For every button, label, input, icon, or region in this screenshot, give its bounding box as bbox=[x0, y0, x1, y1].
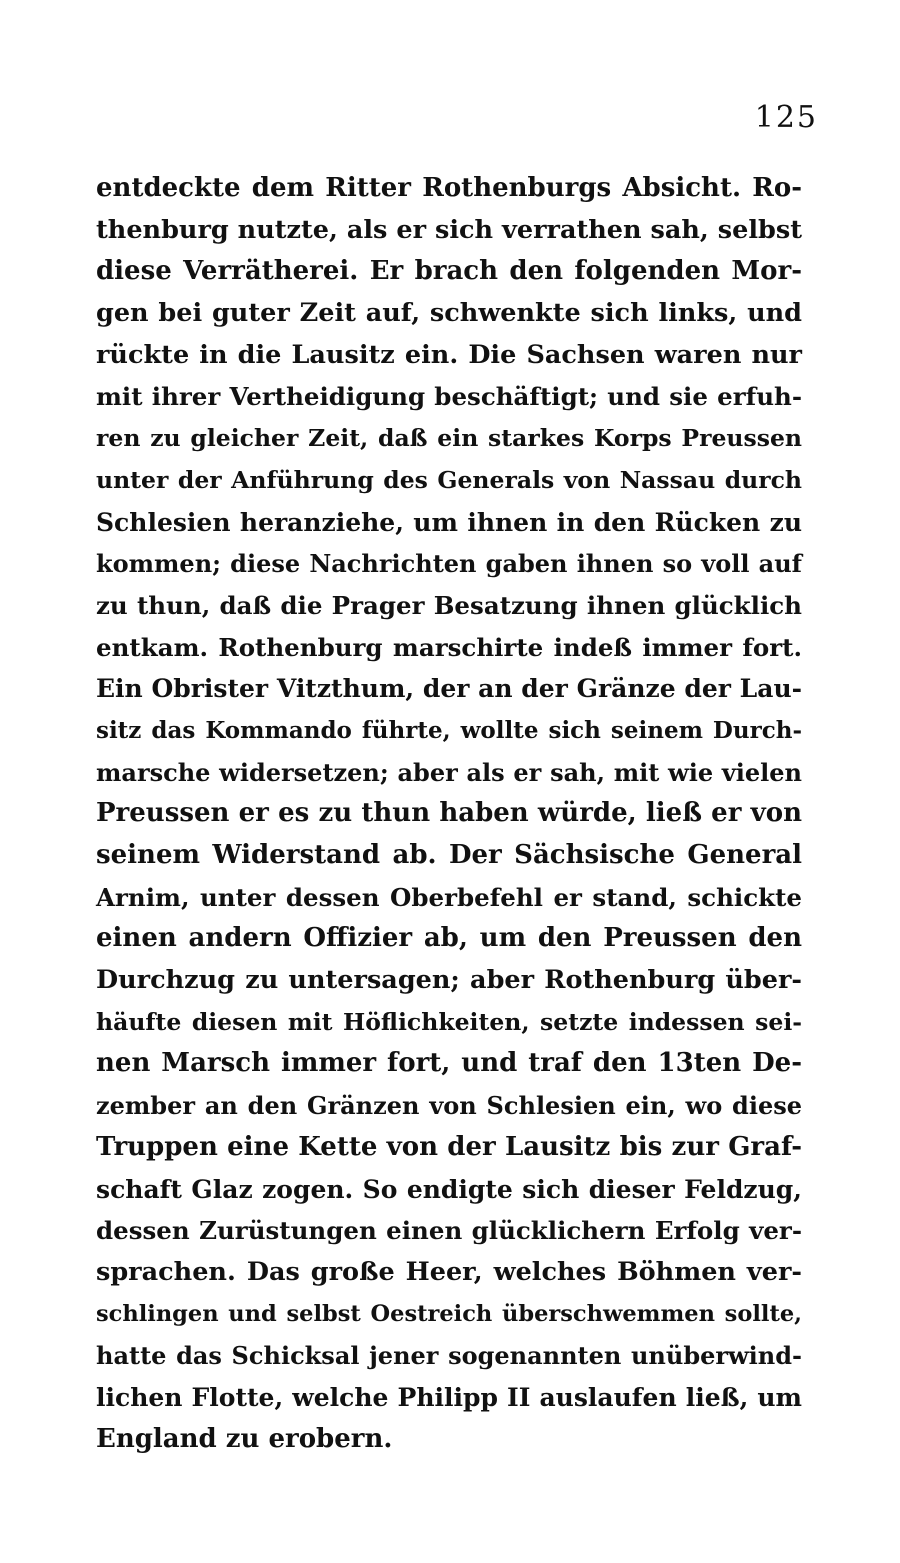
text-line: entkam. Rothenburg marschirte indeß immer fort. bbox=[96, 632, 802, 662]
text-line: Schlesien heranziehe, um ihnen in den Rücken zu bbox=[96, 507, 802, 537]
text-line: England zu erobern. bbox=[96, 1423, 393, 1454]
text-line: gen bei guter Zeit auf, schwenkte sich links, und bbox=[96, 298, 802, 329]
text-line: zu thun, daß die Prager Besatzung ihnen glücklich bbox=[96, 590, 802, 620]
text-line: sitz das Kommando führte, wollte sich seinem Durch- bbox=[96, 716, 802, 744]
text-line: schlingen und selbst Oestreich überschwemmen sollte, bbox=[96, 1300, 802, 1327]
text-line: dessen Zurüstungen einen glücklichern Erfolg ver- bbox=[96, 1216, 802, 1246]
text-line: lichen Flotte, welche Philipp II auslaufen ließ, um bbox=[96, 1382, 802, 1412]
body-text bbox=[96, 168, 802, 1460]
text-line: zember an den Gränzen von Schlesien ein, wo diese bbox=[96, 1091, 802, 1121]
text-line: entdeckte dem Ritter Rothenburgs Absicht. Ro- bbox=[96, 173, 802, 203]
page-number: 125 bbox=[754, 100, 818, 135]
text-line: einen andern Offizier ab, um den Preussen den bbox=[96, 923, 802, 954]
text-line: Preussen er es zu thun haben würde, ließ er von bbox=[96, 798, 802, 829]
text-line: kommen; diese Nachrichten gaben ihnen so voll auf bbox=[96, 549, 802, 579]
text-line: thenburg nutzte, als er sich verrathen sah, selbst bbox=[96, 214, 802, 245]
text-line: Ein Obrister Vitzthum, der an der Gränze der Lau- bbox=[96, 674, 802, 704]
text-line: mit ihrer Vertheidigung beschäftigt; und sie erfuh- bbox=[96, 382, 802, 412]
text-line: sprachen. Das große Heer, welches Böhmen ver- bbox=[96, 1256, 802, 1287]
text-line: Truppen eine Kette von der Lausitz bis zur Graf- bbox=[96, 1131, 802, 1162]
text-line: marsche widersetzen; aber als er sah, mit wie vielen bbox=[96, 757, 802, 787]
text-line: hatte das Schicksal jener sogenannten unüberwind- bbox=[96, 1341, 802, 1371]
text-line: Durchzug zu untersagen; aber Rothenburg über- bbox=[96, 965, 802, 996]
text-line: nen Marsch immer fort, und traf den 13ten De- bbox=[96, 1048, 802, 1079]
text-line: häufte diesen mit Höflichkeiten, setzte indessen sei- bbox=[96, 1007, 802, 1036]
text-line: schaft Glaz zogen. So endigte sich dieser Feldzug, bbox=[96, 1174, 802, 1204]
text-line: ren zu gleicher Zeit, daß ein starkes Korps Preussen bbox=[96, 424, 802, 453]
text-line: Arnim, unter dessen Oberbefehl er stand, schickte bbox=[96, 882, 802, 912]
text-line: unter der Anführung des Generals von Nassau durch bbox=[96, 465, 802, 494]
text-line: seinem Widerstand ab. Der Sächsische General bbox=[96, 840, 802, 870]
text-line: diese Verrätherei. Er brach den folgenden Mor- bbox=[96, 256, 802, 287]
text-line: rückte in die Lausitz ein. Die Sachsen waren nur bbox=[96, 339, 802, 370]
